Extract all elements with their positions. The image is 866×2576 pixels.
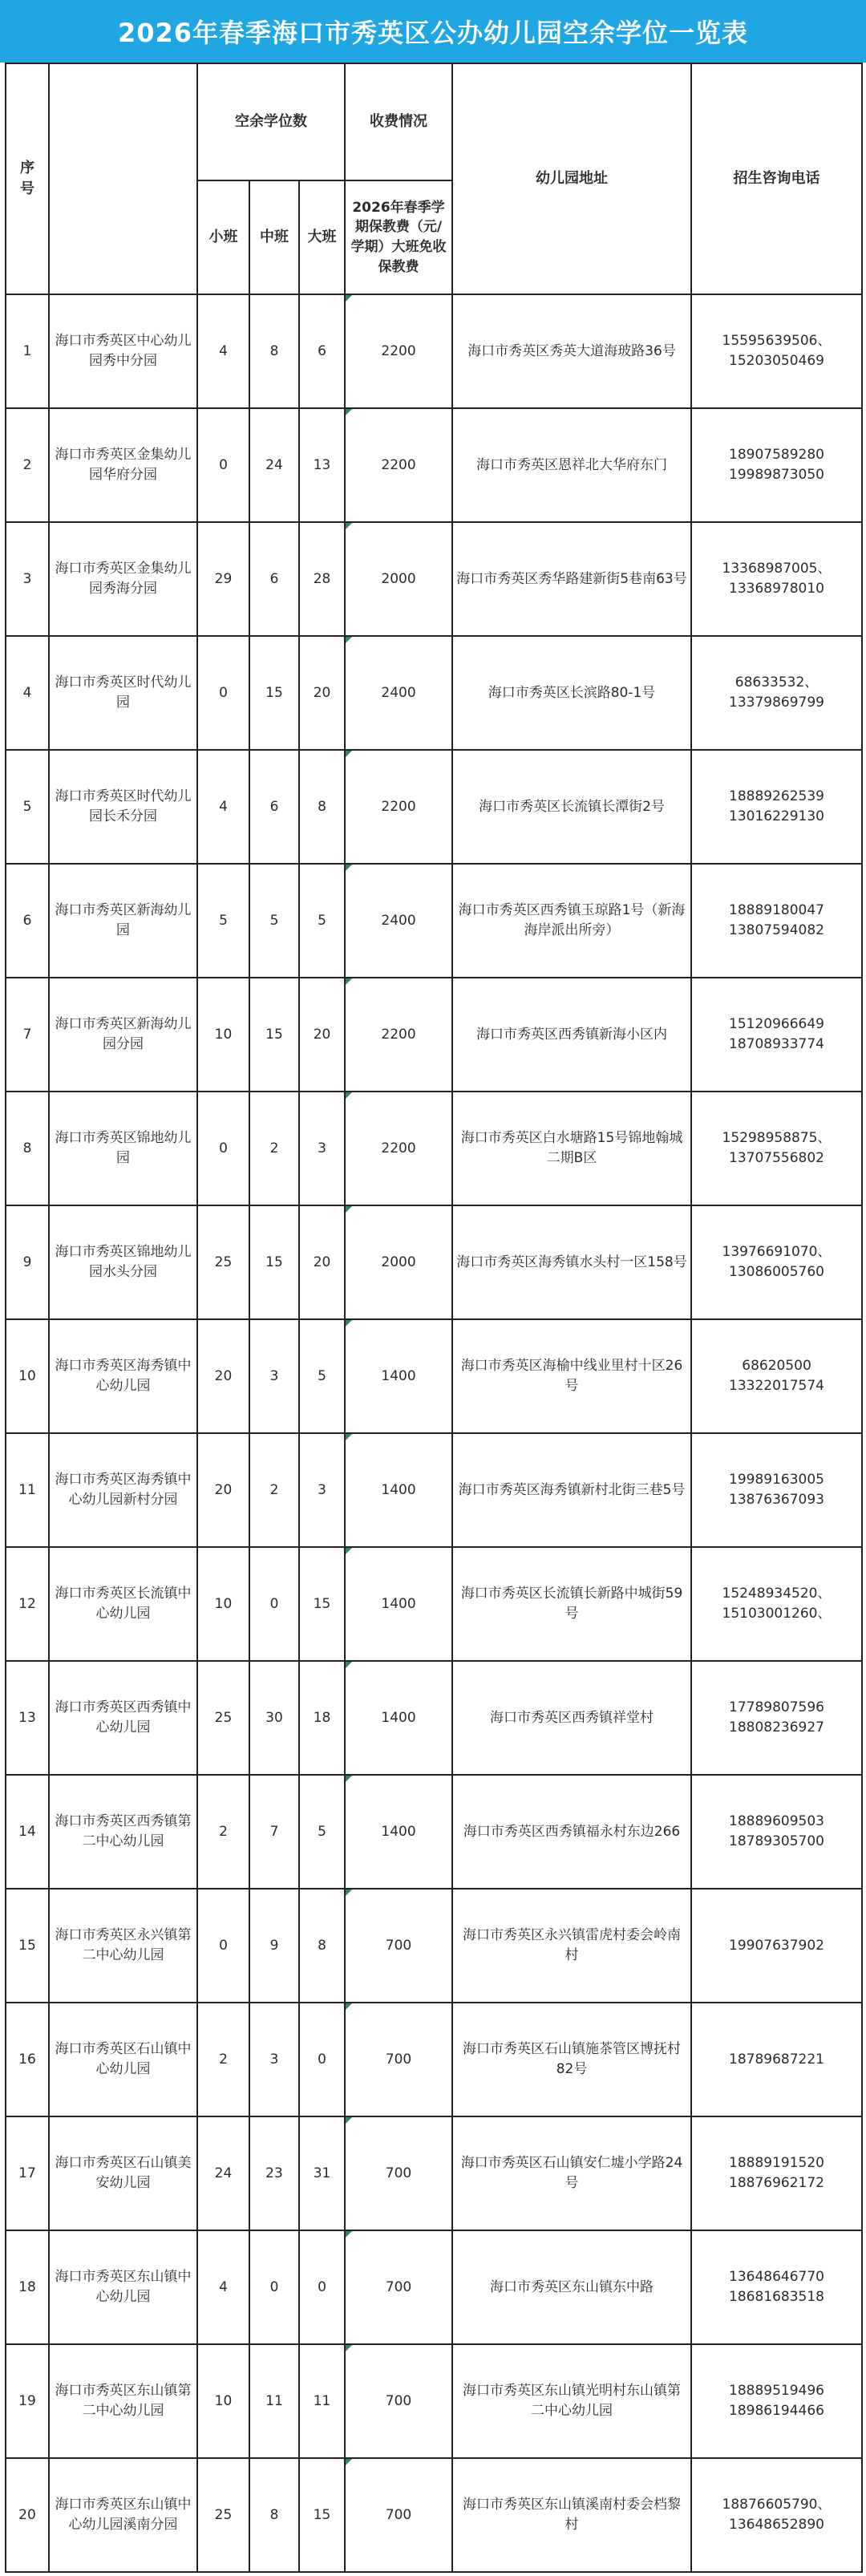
cell-fee: 2200 <box>345 408 452 522</box>
cell-name: 海口市秀英区西秀镇中心幼儿园 <box>49 1661 197 1775</box>
header-index: 序 号 <box>6 63 49 294</box>
cell-large: 5 <box>299 864 345 978</box>
cell-address: 海口市秀英区海秀镇水头村一区158号 <box>452 1205 691 1319</box>
cell-fee: 700 <box>345 1889 452 2003</box>
table-row <box>6 2344 862 2458</box>
cell-middle: 0 <box>249 1547 299 1661</box>
cell-phone: 18889609503 18789305700 <box>691 1775 862 1889</box>
cell-address: 海口市秀英区东山镇溪南村委会档黎村 <box>452 2458 691 2572</box>
cell-index: 8 <box>6 1092 49 1205</box>
cell-middle: 5 <box>249 864 299 978</box>
table-row <box>6 1661 862 1775</box>
cell-phone: 18876605790、 13648652890 <box>691 2458 862 2572</box>
table-row <box>6 2003 862 2116</box>
cell-middle: 15 <box>249 978 299 1092</box>
cell-middle: 15 <box>249 636 299 750</box>
cell-index: 5 <box>6 750 49 864</box>
cell-phone: 18889519496 18986194466 <box>691 2344 862 2458</box>
cell-small: 20 <box>197 1433 249 1547</box>
header-address: 幼儿园地址 <box>452 63 691 294</box>
cell-name: 海口市秀英区海秀镇中心幼儿园新村分园 <box>49 1433 197 1547</box>
cell-name: 海口市秀英区金集幼儿园秀海分园 <box>49 522 197 636</box>
table-row <box>6 978 862 1092</box>
cell-large: 6 <box>299 294 345 408</box>
cell-fee: 1400 <box>345 1547 452 1661</box>
cell-address: 海口市秀英区西秀镇新海小区内 <box>452 978 691 1092</box>
table-row <box>6 1433 862 1547</box>
cell-fee: 2200 <box>345 978 452 1092</box>
cell-small: 0 <box>197 1092 249 1205</box>
cell-middle: 6 <box>249 750 299 864</box>
cell-address: 海口市秀英区西秀镇祥堂村 <box>452 1661 691 1775</box>
cell-small: 4 <box>197 750 249 864</box>
cell-name: 海口市秀英区金集幼儿园华府分园 <box>49 408 197 522</box>
table-row <box>6 1319 862 1433</box>
cell-small: 5 <box>197 864 249 978</box>
cell-name: 海口市秀英区时代幼儿园 <box>49 636 197 750</box>
table-body <box>6 294 862 2572</box>
cell-name: 海口市秀英区海秀镇中心幼儿园 <box>49 1319 197 1433</box>
cell-middle: 3 <box>249 2003 299 2116</box>
cell-fee: 2400 <box>345 636 452 750</box>
cell-small: 20 <box>197 1319 249 1433</box>
header-middle: 中班 <box>249 180 299 294</box>
table-row <box>6 1547 862 1661</box>
cell-phone: 68633532、 13379869799 <box>691 636 862 750</box>
cell-large: 0 <box>299 2003 345 2116</box>
cell-fee: 1400 <box>345 1433 452 1547</box>
cell-index: 13 <box>6 1661 49 1775</box>
cell-large: 31 <box>299 2116 345 2230</box>
cell-phone: 15248934520、 15103001260、 <box>691 1547 862 1661</box>
cell-index: 16 <box>6 2003 49 2116</box>
cell-large: 15 <box>299 2458 345 2572</box>
cell-address: 海口市秀英区秀英大道海玻路36号 <box>452 294 691 408</box>
cell-address: 海口市秀英区长滨路80-1号 <box>452 636 691 750</box>
cell-fee: 2000 <box>345 522 452 636</box>
cell-large: 20 <box>299 978 345 1092</box>
cell-large: 13 <box>299 408 345 522</box>
table-row <box>6 2116 862 2230</box>
cell-large: 18 <box>299 1661 345 1775</box>
cell-small: 0 <box>197 1889 249 2003</box>
cell-middle: 2 <box>249 1092 299 1205</box>
table-row <box>6 1092 862 1205</box>
cell-middle: 24 <box>249 408 299 522</box>
cell-fee: 1400 <box>345 1661 452 1775</box>
cell-small: 25 <box>197 1661 249 1775</box>
cell-index: 11 <box>6 1433 49 1547</box>
cell-middle: 11 <box>249 2344 299 2458</box>
cell-middle: 3 <box>249 1319 299 1433</box>
cell-large: 28 <box>299 522 345 636</box>
cell-large: 20 <box>299 636 345 750</box>
cell-phone: 15298958875、 13707556802 <box>691 1092 862 1205</box>
cell-small: 2 <box>197 1775 249 1889</box>
table-row <box>6 522 862 636</box>
cell-small: 29 <box>197 522 249 636</box>
cell-large: 20 <box>299 1205 345 1319</box>
cell-index: 15 <box>6 1889 49 2003</box>
cell-small: 4 <box>197 294 249 408</box>
cell-index: 9 <box>6 1205 49 1319</box>
cell-fee: 2200 <box>345 294 452 408</box>
cell-address: 海口市秀英区石山镇施茶管区博抚村82号 <box>452 2003 691 2116</box>
cell-phone: 15120966649 18708933774 <box>691 978 862 1092</box>
cell-middle: 6 <box>249 522 299 636</box>
cell-small: 24 <box>197 2116 249 2230</box>
cell-index: 19 <box>6 2344 49 2458</box>
cell-address: 海口市秀英区秀华路建新街5巷南63号 <box>452 522 691 636</box>
cell-small: 10 <box>197 978 249 1092</box>
cell-large: 8 <box>299 1889 345 2003</box>
cell-address: 海口市秀英区恩祥北大华府东门 <box>452 408 691 522</box>
cell-address: 海口市秀英区石山镇安仁墟小学路24号 <box>452 2116 691 2230</box>
cell-name: 海口市秀英区新海幼儿园分园 <box>49 978 197 1092</box>
cell-large: 5 <box>299 1319 345 1433</box>
cell-phone: 13648646770 18681683518 <box>691 2230 862 2344</box>
cell-fee: 1400 <box>345 1319 452 1433</box>
table-row <box>6 1205 862 1319</box>
table-row <box>6 2230 862 2344</box>
header-fee-group: 收费情况 <box>345 63 452 180</box>
cell-small: 2 <box>197 2003 249 2116</box>
cell-index: 7 <box>6 978 49 1092</box>
cell-phone: 18889262539 13016229130 <box>691 750 862 864</box>
cell-small: 0 <box>197 636 249 750</box>
table-row <box>6 864 862 978</box>
cell-address: 海口市秀英区西秀镇福永村东边266 <box>452 1775 691 1889</box>
table-row <box>6 294 862 408</box>
cell-large: 3 <box>299 1433 345 1547</box>
cell-middle: 8 <box>249 294 299 408</box>
cell-address: 海口市秀英区长流镇长新路中城街59号 <box>452 1547 691 1661</box>
cell-phone: 13368987005、 13368978010 <box>691 522 862 636</box>
cell-small: 25 <box>197 1205 249 1319</box>
cell-small: 10 <box>197 2344 249 2458</box>
header-row-top <box>6 63 862 180</box>
table-row <box>6 1889 862 2003</box>
cell-phone: 19989163005 13876367093 <box>691 1433 862 1547</box>
header-small: 小班 <box>197 180 249 294</box>
cell-index: 3 <box>6 522 49 636</box>
cell-small: 25 <box>197 2458 249 2572</box>
cell-small: 0 <box>197 408 249 522</box>
cell-fee: 700 <box>345 2458 452 2572</box>
header-large: 大班 <box>299 180 345 294</box>
cell-address: 海口市秀英区海榆中线业里村十区26号 <box>452 1319 691 1433</box>
cell-middle: 2 <box>249 1433 299 1547</box>
page-title: 2026年春季海口市秀英区公办幼儿园空余学位一览表 <box>0 0 866 63</box>
cell-phone: 19907637902 <box>691 1889 862 2003</box>
cell-large: 0 <box>299 2230 345 2344</box>
cell-fee: 700 <box>345 2116 452 2230</box>
cell-middle: 9 <box>249 1889 299 2003</box>
cell-phone: 18907589280 19989873050 <box>691 408 862 522</box>
cell-address: 海口市秀英区永兴镇雷虎村委会岭南村 <box>452 1889 691 2003</box>
cell-name: 海口市秀英区石山镇中心幼儿园 <box>49 2003 197 2116</box>
header-name <box>49 63 197 294</box>
cell-fee: 700 <box>345 2344 452 2458</box>
cell-fee: 700 <box>345 2230 452 2344</box>
cell-address: 海口市秀英区长流镇长潭街2号 <box>452 750 691 864</box>
header-vacancy: 空余学位数 <box>197 63 345 180</box>
cell-middle: 8 <box>249 2458 299 2572</box>
cell-address: 海口市秀英区海秀镇新村北街三巷5号 <box>452 1433 691 1547</box>
cell-large: 8 <box>299 750 345 864</box>
cell-large: 15 <box>299 1547 345 1661</box>
cell-index: 2 <box>6 408 49 522</box>
cell-fee: 700 <box>345 2003 452 2116</box>
cell-phone: 18889180047 13807594082 <box>691 864 862 978</box>
cell-name: 海口市秀英区锦地幼儿园水头分园 <box>49 1205 197 1319</box>
cell-fee: 1400 <box>345 1775 452 1889</box>
cell-address: 海口市秀英区东山镇东中路 <box>452 2230 691 2344</box>
vacancy-table <box>5 63 863 2573</box>
cell-large: 3 <box>299 1092 345 1205</box>
cell-name: 海口市秀英区东山镇中心幼儿园溪南分园 <box>49 2458 197 2572</box>
cell-phone: 68620500 13322017574 <box>691 1319 862 1433</box>
cell-name: 海口市秀英区锦地幼儿园 <box>49 1092 197 1205</box>
table-row <box>6 636 862 750</box>
cell-small: 4 <box>197 2230 249 2344</box>
cell-phone: 15595639506、 15203050469 <box>691 294 862 408</box>
cell-index: 14 <box>6 1775 49 1889</box>
cell-name: 海口市秀英区长流镇中心幼儿园 <box>49 1547 197 1661</box>
table-row <box>6 2458 862 2572</box>
cell-middle: 15 <box>249 1205 299 1319</box>
cell-index: 10 <box>6 1319 49 1433</box>
cell-name: 海口市秀英区东山镇第二中心幼儿园 <box>49 2344 197 2458</box>
cell-index: 18 <box>6 2230 49 2344</box>
cell-middle: 7 <box>249 1775 299 1889</box>
cell-name: 海口市秀英区西秀镇第二中心幼儿园 <box>49 1775 197 1889</box>
cell-phone: 17789807596 18808236927 <box>691 1661 862 1775</box>
cell-name: 海口市秀英区永兴镇第二中心幼儿园 <box>49 1889 197 2003</box>
cell-name: 海口市秀英区新海幼儿园 <box>49 864 197 978</box>
cell-name: 海口市秀英区时代幼儿园长禾分园 <box>49 750 197 864</box>
cell-fee: 2200 <box>345 1092 452 1205</box>
cell-small: 10 <box>197 1547 249 1661</box>
cell-address: 海口市秀英区白水塘路15号锦地翰城二期B区 <box>452 1092 691 1205</box>
table-row <box>6 1775 862 1889</box>
cell-middle: 0 <box>249 2230 299 2344</box>
cell-large: 5 <box>299 1775 345 1889</box>
cell-phone: 18789687221 <box>691 2003 862 2116</box>
cell-index: 1 <box>6 294 49 408</box>
table-row <box>6 408 862 522</box>
cell-address: 海口市秀英区东山镇光明村东山镇第二中心幼儿园 <box>452 2344 691 2458</box>
cell-large: 11 <box>299 2344 345 2458</box>
table-row <box>6 750 862 864</box>
cell-name: 海口市秀英区石山镇美安幼儿园 <box>49 2116 197 2230</box>
cell-middle: 30 <box>249 1661 299 1775</box>
header-phone: 招生咨询电话 <box>691 63 862 294</box>
cell-index: 17 <box>6 2116 49 2230</box>
cell-name: 海口市秀英区中心幼儿园秀中分园 <box>49 294 197 408</box>
cell-index: 12 <box>6 1547 49 1661</box>
cell-phone: 13976691070、 13086005760 <box>691 1205 862 1319</box>
cell-fee: 2000 <box>345 1205 452 1319</box>
cell-index: 6 <box>6 864 49 978</box>
cell-fee: 2400 <box>345 864 452 978</box>
cell-middle: 23 <box>249 2116 299 2230</box>
cell-name: 海口市秀英区东山镇中心幼儿园 <box>49 2230 197 2344</box>
cell-index: 20 <box>6 2458 49 2572</box>
header-fee: 2026年春季学期保教费（元/学期）大班免收保教费 <box>345 180 452 294</box>
cell-index: 4 <box>6 636 49 750</box>
cell-phone: 18889191520 18876962172 <box>691 2116 862 2230</box>
cell-address: 海口市秀英区西秀镇玉琼路1号（新海海岸派出所旁） <box>452 864 691 978</box>
cell-fee: 2200 <box>345 750 452 864</box>
